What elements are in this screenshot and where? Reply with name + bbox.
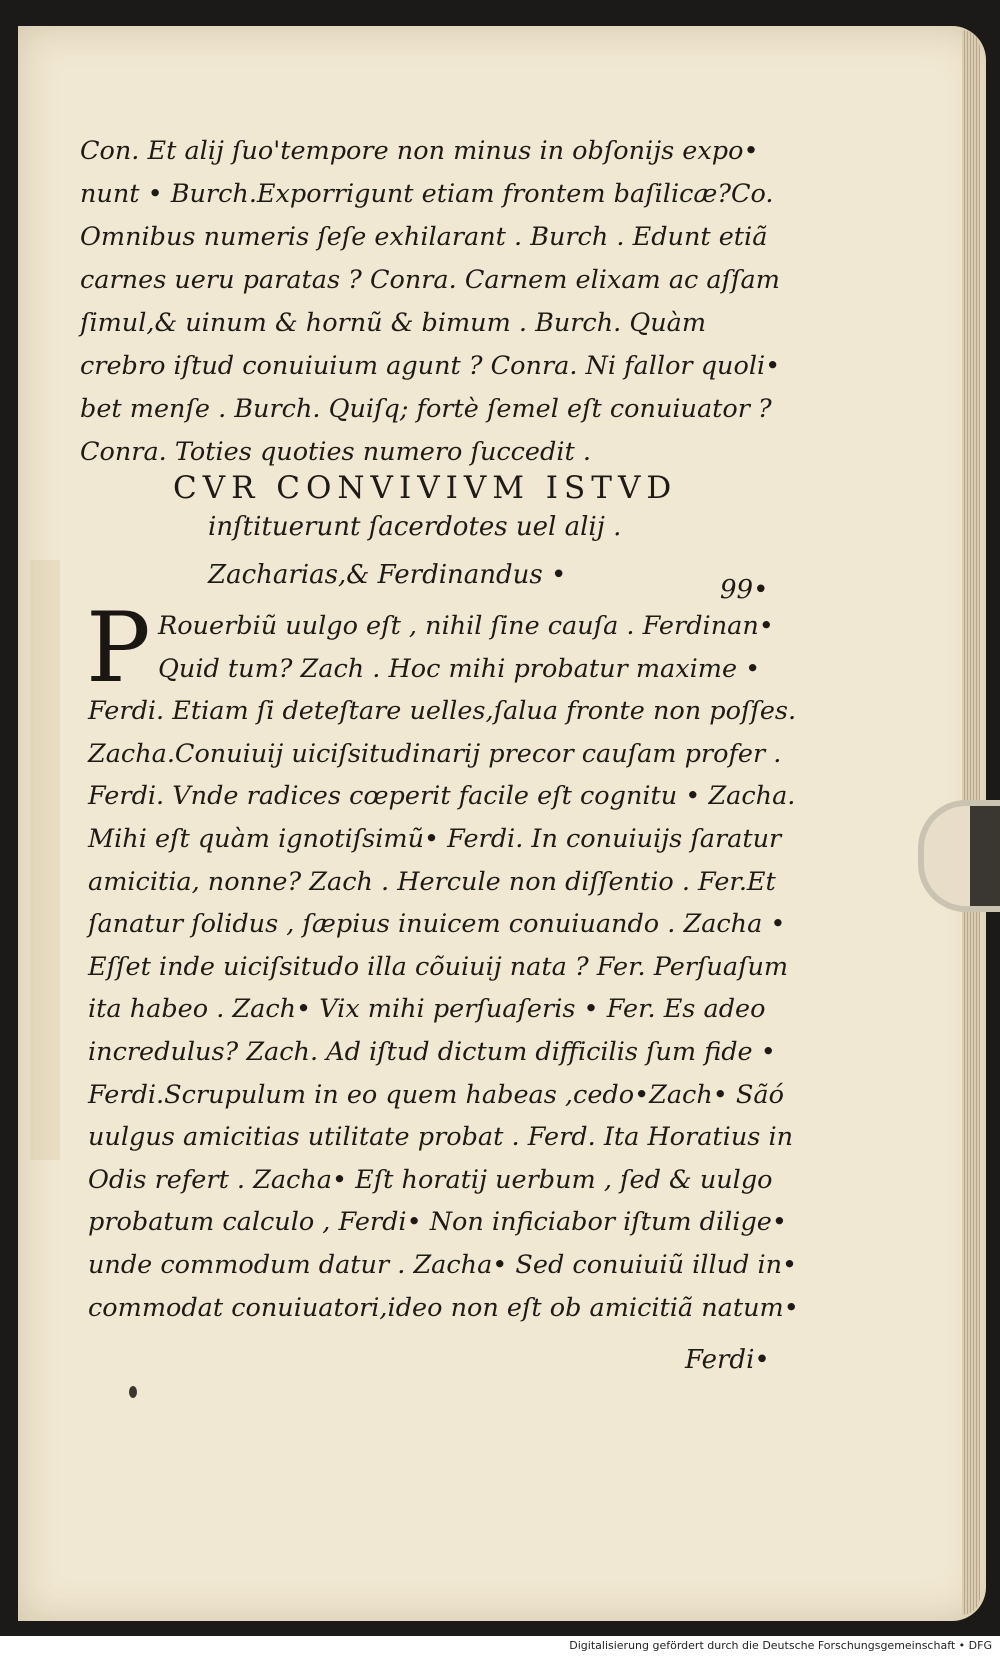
ink-spot xyxy=(129,1386,137,1398)
text-line: Ferdi. Etiam ſi deteſtare uelles,ſalua fronte non poſſes. xyxy=(88,696,797,727)
footer-bar xyxy=(0,1636,1000,1658)
footer-credit: Digitalisierung gefördert durch die Deutsche Forschungsgemeinschaft • DFG xyxy=(569,1639,992,1652)
text-line: Mihi eſt quàm ignotiſsimũ• Ferdi. In conuiuijs ſaratur xyxy=(88,823,782,854)
text-line: Quid tum? Zach . Hoc mihi probatur maxime • xyxy=(158,653,761,684)
top-text-block xyxy=(80,130,780,474)
catchword: Ferdi• xyxy=(685,1345,770,1375)
text-line: Zacha.Conuiuij uiciſsitudinarij precor cauſam profer . xyxy=(88,738,782,769)
text-line: unde commodum datur . Zacha• Sed conuiuiũ illud in• xyxy=(88,1249,798,1280)
text-line: Conra. Toties quoties numero ſuccedit . xyxy=(80,437,591,467)
dialogue-text-block xyxy=(88,605,799,1329)
text-line: probatum calculo , Ferdi• Non inficiabor iſtum dilige• xyxy=(88,1207,787,1238)
text-line: bet menſe . Burch. Quiſq; fortè ſemel eſt conuiuator ? xyxy=(80,394,772,424)
paper-stain xyxy=(30,560,60,1160)
section-subheading: inſtituerunt ſacerdotes uel alij . xyxy=(208,512,622,542)
text-line: ſimul,& uinum & hornũ & bimum . Burch. Quàm xyxy=(80,308,707,338)
drop-capital: P xyxy=(86,592,151,704)
clasp-strap xyxy=(970,806,1000,906)
text-line: amicitia, nonne? Zach . Hercule non diſſentio . Fer.Et xyxy=(88,866,776,897)
text-line: commodat conuiuatori,ideo non eſt ob amicitiã natum• xyxy=(88,1292,799,1323)
text-line: Eſſet inde uiciſsitudo illa cõuiuij nata ? Fer. Perſuaſum xyxy=(88,951,789,982)
text-line: nunt • Burch.Exporrigunt etiam frontem baſilicæ?Co. xyxy=(80,179,774,209)
text-line: Ferdi.Scrupulum in eo quem habeas ,cedo•Zach• Sãó xyxy=(88,1079,784,1110)
section-heading: CVR CONVIVIVM ISTVD xyxy=(173,470,678,506)
page-number: 99• xyxy=(720,575,769,605)
text-line: Con. Et alij ſuo'tempore non minus in obſonijs expo• xyxy=(80,136,759,166)
text-line: crebro iſtud conuiuium agunt ? Conra. Ni fallor quoli• xyxy=(80,351,781,381)
text-line: Odis refert . Zacha• Eſt horatij uerbum , ſed & uulgo xyxy=(88,1164,773,1195)
text-line: incredulus? Zach. Ad iſtud dictum difficilis ſum fide • xyxy=(88,1036,776,1067)
text-line: Rouerbiũ uulgo eſt , nihil ſine cauſa . Ferdinan• xyxy=(158,611,774,641)
text-line: Ferdi. Vnde radices cœperit facile eſt cognitu • Zacha. xyxy=(88,781,796,812)
text-line: ſanatur ſolidus , ſæpius inuicem conuiuando . Zacha • xyxy=(88,909,786,940)
text-line: ita habeo . Zach• Vix mihi perſuaſeris • Fer. Es adeo xyxy=(88,994,766,1025)
speaker-line: Zacharias,& Ferdinandus • xyxy=(208,560,567,590)
text-line: carnes ueru paratas ? Conra. Carnem elixam ac aſſam xyxy=(80,265,780,295)
text-line: Omnibus numeris ſeſe exhilarant . Burch . Edunt etiã xyxy=(80,222,768,252)
text-line: uulgus amicitias utilitate probat . Ferd. Ita Horatius in xyxy=(88,1122,794,1153)
